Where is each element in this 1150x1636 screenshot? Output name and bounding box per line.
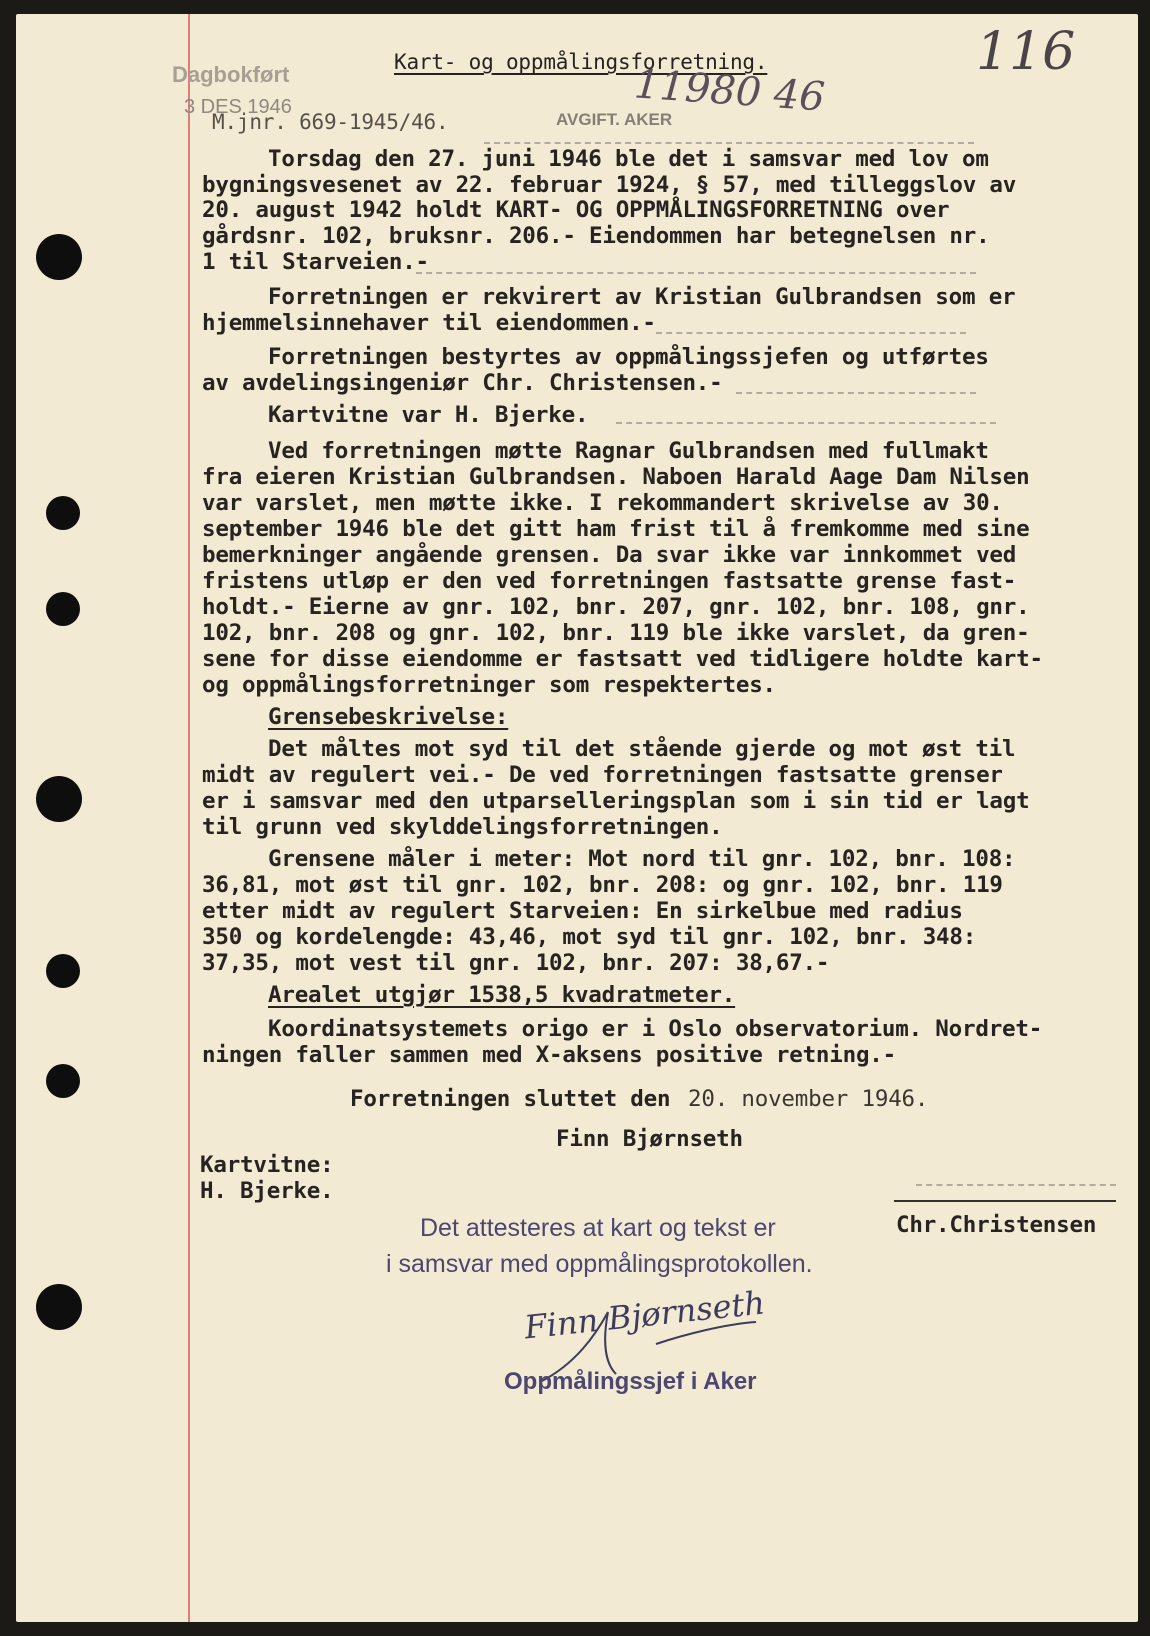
text-line: 1 til Starveien.- [202, 249, 429, 275]
dashed-fill [484, 142, 974, 144]
text-line: Torsdag den 27. juni 1946 ble det i samsvar med lov om [268, 146, 989, 172]
text-line: og oppmålingsforretninger som respektertes. [202, 672, 776, 698]
text-line: bygningsvesenet av 22. februar 1924, § 57, med tilleggslov av [202, 172, 1017, 198]
text-line: hjemmelsinnehaver til eiendommen.- [202, 310, 656, 336]
dashed-fill [616, 422, 996, 424]
punch-hole [46, 592, 80, 626]
text-line: Ved forretningen møtte Ragnar Gulbrandsen med fullmakt [268, 438, 989, 464]
text-line: midt av regulert vei.- De ved forretningen fastsatte grenser [202, 762, 1003, 788]
text-line: 350 og kordelengde: 43,46, mot syd til gnr. 102, bnr. 348: [202, 924, 977, 950]
christensen-signature: Chr.Christensen [896, 1212, 1097, 1238]
stamp-avgift: AVGIFT. AKER [556, 110, 673, 129]
text-line: Forretningen er rekvirert av Kristian Gulbrandsen som er [268, 284, 1016, 310]
signature-line [894, 1200, 1116, 1202]
document-page [16, 14, 1138, 1622]
text-line: 20. august 1942 holdt KART- OG OPPMÅLINGSFORRETNING over [202, 197, 950, 223]
dashed-fill [416, 272, 976, 274]
stamp-date: 3 DES 1946 [184, 96, 292, 118]
text-line: 36,81, mot øst til gnr. 102, bnr. 208: og gnr. 102, bnr. 119 [202, 872, 1003, 898]
signature: Finn Bjørnseth [522, 1283, 767, 1347]
text-line: gårdsnr. 102, bruksnr. 206.- Eiendommen har betegnelsen nr. [202, 223, 990, 249]
punch-hole [46, 496, 80, 530]
dashed-fill [656, 332, 966, 334]
text-line: etter midt av regulert Starveien: En sirkelbue med radius [202, 898, 963, 924]
handwritten-number: 11980 46 [632, 61, 827, 121]
punch-hole [36, 1284, 82, 1330]
punch-hole [36, 776, 82, 822]
text-line: til grunn ved skylddelingsforretningen. [202, 814, 723, 840]
kartvitne-label: Kartvitne: [200, 1152, 334, 1178]
text-line: holdt.- Eierne av gnr. 102, bnr. 207, gnr. 102, bnr. 108, gnr. [202, 594, 1030, 620]
page-number: 116 [976, 22, 1076, 82]
punch-hole [46, 954, 80, 988]
kartvitne-name: H. Bjerke. [200, 1178, 334, 1204]
text-line: av avdelingsingeniør Chr. Christensen.- [202, 370, 723, 396]
text-line: Grensene måler i meter: Mot nord til gnr. 102, bnr. 108: [268, 846, 1016, 872]
margin-line [188, 14, 190, 1622]
document-title: Kart- og oppmålingsforretning. [394, 50, 768, 74]
text-line: er i samsvar med den utparselleringsplan som i sin tid er lagt [202, 788, 1030, 814]
stamp-title: Oppmålingssjef i Aker [504, 1368, 757, 1395]
attest-line-1: Det attesteres at kart og tekst er [420, 1214, 776, 1242]
punch-hole [36, 234, 82, 280]
text-line: Forretningen bestyrtes av oppmålingssjefen og utførtes [268, 344, 989, 370]
text-line: 102, bnr. 208 og gnr. 102, bnr. 119 ble ikke varslet, da gren- [202, 620, 1030, 646]
text-line: ningen faller sammen med X-aksens positive retning.- [202, 1042, 896, 1068]
area-statement: Arealet utgjør 1538,5 kvadratmeter. [268, 982, 736, 1008]
section-heading: Grensebeskrivelse: [268, 704, 509, 730]
stamp-dagbokfort: Dagbokført [172, 62, 290, 87]
closing-text: Forretningen sluttet den [350, 1086, 671, 1112]
dashed-fill [736, 392, 976, 394]
text-line: fra eieren Kristian Gulbrandsen. Naboen Harald Aage Dam Nilsen [202, 464, 1030, 490]
text-line: Det måltes mot syd til det stående gjerde og mot øst til [268, 736, 1016, 762]
text-line: bemerkninger angående grensen. Da svar ikke var innkommet ved [202, 542, 1017, 568]
closing-date: 20. november 1946. [688, 1086, 929, 1112]
dashed-fill [916, 1184, 1116, 1186]
text-line: fristens utløp er den ved forretningen fastsatte grense fast- [202, 568, 1017, 594]
text-line: 37,35, mot vest til gnr. 102, bnr. 207: 38,67.- [202, 950, 830, 976]
text-line: sene for disse eiendomme er fastsatt ved tidligere holdte kart- [202, 646, 1043, 672]
punch-hole [46, 1064, 80, 1098]
journal-number: M.jnr. 669-1945/46. [212, 110, 449, 134]
signer-name: Finn Bjørnseth [556, 1126, 743, 1152]
attest-line-2: i samsvar med oppmålingsprotokollen. [386, 1250, 813, 1278]
text-line: september 1946 ble det gitt ham frist til å fremkomme med sine [202, 516, 1030, 542]
text-line: Koordinatsystemets origo er i Oslo observatorium. Nordret- [268, 1016, 1043, 1042]
text-line: var varslet, men møtte ikke. I rekommandert skrivelse av 30. [202, 490, 1003, 516]
text-line: Kartvitne var H. Bjerke. [268, 402, 589, 428]
